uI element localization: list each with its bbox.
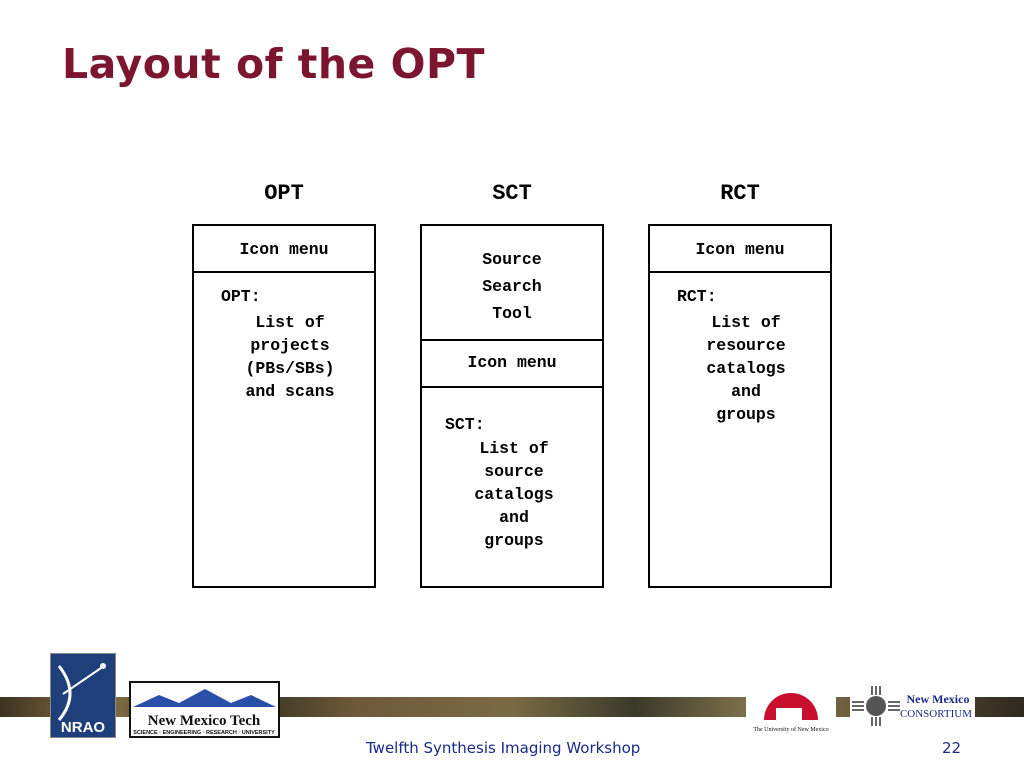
opt-line: List of — [255, 313, 325, 332]
unm-building-icon — [746, 684, 836, 734]
sct-line: and — [499, 508, 529, 527]
opt-panel — [192, 224, 376, 588]
sct-tool-line: Search — [482, 277, 542, 296]
footer-text: Twelfth Synthesis Imaging Workshop — [366, 739, 641, 757]
opt-icon-menu: Icon menu — [194, 226, 374, 273]
nmt-name: New Mexico Tech — [147, 713, 261, 729]
rct-description — [650, 311, 842, 426]
sct-line: catalogs — [474, 485, 554, 504]
nmc-line1: New Mexico — [906, 692, 970, 706]
rct-section-label: RCT: — [677, 287, 717, 306]
opt-line: and scans — [245, 382, 335, 401]
rct-heading: RCT — [720, 181, 760, 206]
sct-source-search-tool — [422, 226, 602, 341]
opt-line: projects — [250, 336, 330, 355]
rct-line: groups — [716, 405, 776, 424]
sct-heading: SCT — [492, 181, 532, 206]
nrao-wordmark: NRAO — [60, 719, 106, 736]
opt-section-label: OPT: — [221, 287, 261, 306]
sct-tool-line: Source — [482, 250, 542, 269]
zia-sun-icon — [850, 686, 975, 726]
sct-line: source — [484, 462, 544, 481]
opt-line: (PBs/SBs) — [245, 359, 335, 378]
opt-heading: OPT — [264, 181, 304, 206]
nrao-dish-icon — [51, 654, 115, 737]
nrao-logo — [50, 653, 116, 738]
nmc-line2: CONSORTIUM — [899, 708, 973, 720]
rct-panel — [648, 224, 832, 588]
sct-section-label: SCT: — [445, 415, 485, 434]
sct-description — [422, 437, 606, 552]
sct-line: List of — [479, 439, 549, 458]
page-number: 22 — [942, 739, 962, 757]
rct-line: catalogs — [706, 359, 786, 378]
rct-line: List of — [711, 313, 781, 332]
sct-tool-line: Tool — [492, 304, 532, 323]
unm-wordmark: The University of New Mexico — [753, 727, 829, 733]
nmt-tagline: SCIENCE · ENGINEERING · RESEARCH · UNIVERSITY — [133, 730, 275, 736]
opt-description — [194, 311, 386, 403]
unm-logo — [746, 684, 836, 734]
rct-icon-menu: Icon menu — [650, 226, 830, 273]
mountain-icon — [131, 683, 278, 736]
sct-line: groups — [484, 531, 544, 550]
nm-consortium-logo — [850, 686, 975, 726]
rct-line: resource — [706, 336, 786, 355]
sct-panel — [420, 224, 604, 588]
sct-icon-menu: Icon menu — [422, 341, 602, 388]
slide-title: Layout of the OPT — [62, 40, 486, 88]
rct-line: and — [731, 382, 761, 401]
new-mexico-tech-logo — [129, 681, 280, 738]
